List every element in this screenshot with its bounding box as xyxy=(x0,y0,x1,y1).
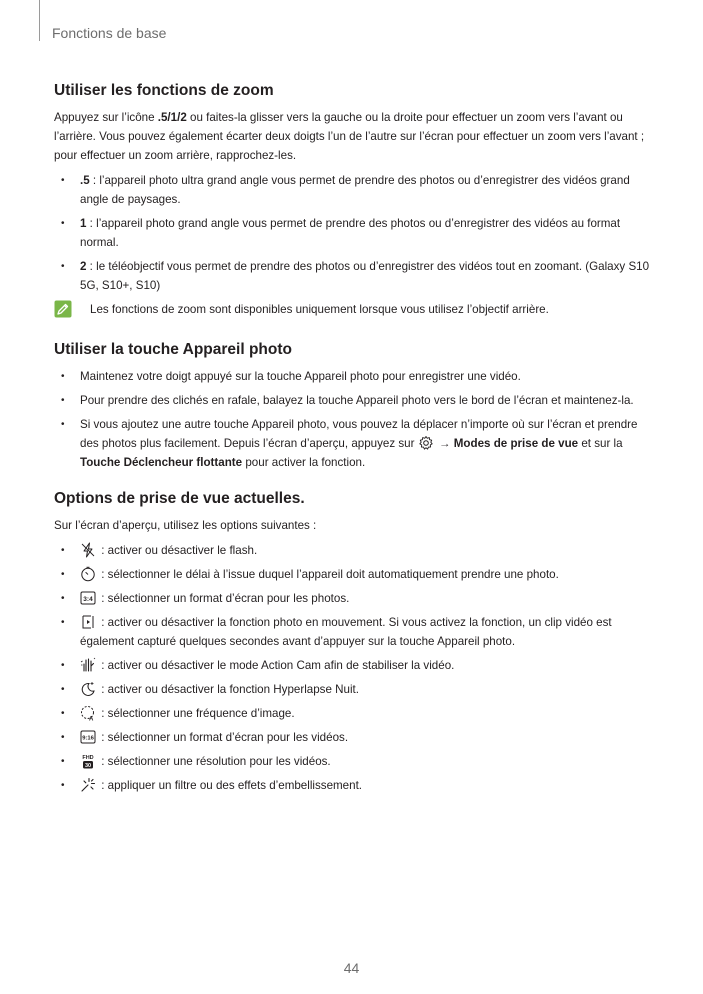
svg-text:3:4: • 3:4 xyxy=(83,595,93,603)
list-item: • Maintenez votre doigt appuyé sur la touche Appareil photo pour enregistrer une vidéo. xyxy=(54,367,652,386)
list-item: • : activer ou désactiver la fonction Hyperlapse Nuit. xyxy=(54,680,652,699)
section-title-zoom: Utiliser les fonctions de zoom xyxy=(54,82,274,99)
list-item: • : activer ou désactiver le flash. xyxy=(54,541,652,560)
zoom-list xyxy=(54,171,652,295)
options-list xyxy=(54,541,652,795)
list-item: • : appliquer un filtre ou des effets d’embellissement. xyxy=(54,776,652,795)
list-item: • 9:16 : sélectionner un format d’écran pour les vidéos. xyxy=(54,728,652,747)
list-item: • 2 : le téléobjectif vous permet de prendre des photos ou d’enregistrer des vidéos tout en zoomant. (Galaxy S10 5G, S10+, S10) xyxy=(54,257,652,295)
shutter-list xyxy=(54,367,652,472)
settings-gear-icon xyxy=(418,435,434,451)
list-item: • Si vous ajoutez une autre touche Appareil photo, vous pouvez la déplacer n’importe où sur l’écran et prendre des photos plus facilement. Depuis l’écran d’aperçu, appuyez sur → Modes de prise de vue et sur la Touche Déclencheur flottante pour activer la fonction. xyxy=(54,415,652,472)
page-content xyxy=(54,82,652,800)
video-ratio-icon xyxy=(80,729,96,745)
svg-text:FHD: • FHD xyxy=(82,755,94,761)
margin-rule xyxy=(39,0,40,41)
list-item: • 3:4 : sélectionner un format d’écran pour les photos. xyxy=(54,589,652,608)
svg-text:9:16: • 9:16 xyxy=(82,735,94,742)
motion-photo-icon xyxy=(80,614,96,630)
list-item: • A : sélectionner une fréquence d’image. xyxy=(54,704,652,723)
page-number: 44 xyxy=(343,960,360,976)
filter-icon xyxy=(80,777,96,793)
zoom-intro: Appuyez sur l’icône .5/1/2 ou faites-la glisser vers la gauche ou la droite pour effectuer un zoom vers l’avant ou l’arrière. Vous pouvez également écarter deux doigts l’un de l’autre sur l’écran pour effectuer un zoom vers l’avant ; pour effectuer un zoom arrière, rapprochez-les. xyxy=(54,111,645,162)
note: Les fonctions de zoom sont disponibles uniquement lorsque vous utilisez l’objectif arrière. xyxy=(54,300,652,319)
video-resolution-icon xyxy=(80,753,96,769)
options-intro: Sur l’écran d’aperçu, utilisez les options suivantes : xyxy=(54,519,317,532)
list-item: • : sélectionner le délai à l’issue duquel l’appareil doit automatiquement prendre une photo. xyxy=(54,565,652,584)
night-hyperlapse-icon xyxy=(80,681,96,697)
timer-icon xyxy=(80,566,96,582)
flash-icon xyxy=(80,542,96,558)
list-item: • : activer ou désactiver le mode Action Cam afin de stabiliser la vidéo. xyxy=(54,656,652,675)
svg-text:30: 30 xyxy=(84,763,92,769)
list-item: • .5 : l’appareil photo ultra grand angle vous permet de prendre des photos ou d’enregistrer des vidéos grand angle de paysages. xyxy=(54,171,652,209)
list-item: • FHD 30 : sélectionner une résolution pour les vidéos. xyxy=(54,752,652,771)
section-title-shutter: Utiliser la touche Appareil photo xyxy=(54,341,292,358)
frame-rate-icon xyxy=(80,705,96,721)
action-cam-icon xyxy=(80,657,96,673)
photo-ratio-icon xyxy=(80,590,96,606)
list-item: • 1 : l’appareil photo grand angle vous permet de prendre des photos ou d’enregistrer des vidéos au format normal. xyxy=(54,214,652,252)
note-icon xyxy=(54,300,72,318)
list-item: • : activer ou désactiver la fonction photo en mouvement. Si vous activez la fonction, un clip vidéo est également capturé quelques secondes avant d’appuyer sur la touche Appareil photo. xyxy=(54,613,652,651)
svg-text:A: • A xyxy=(89,716,94,721)
section-title-options: Options de prise de vue actuelles. xyxy=(54,490,305,507)
list-item: • Pour prendre des clichés en rafale, balayez la touche Appareil photo vers le bord de l’écran et maintenez-la. xyxy=(54,391,652,410)
running-header: Fonctions de base xyxy=(52,25,167,41)
